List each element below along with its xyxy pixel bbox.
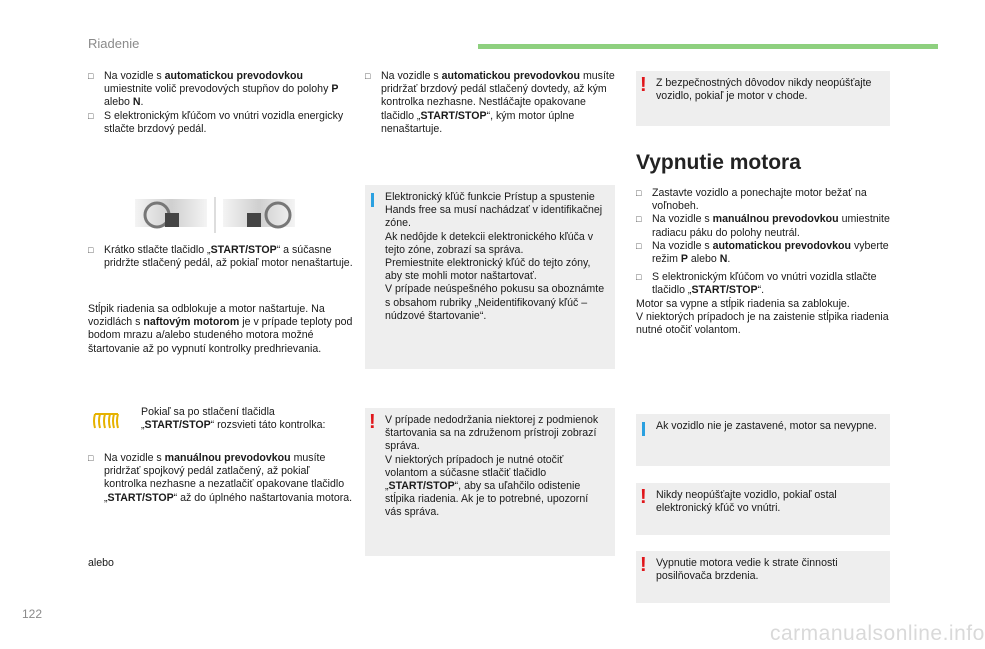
col1-manual-bullet [88, 452, 353, 505]
info-box-not-stopped [636, 414, 890, 466]
glow-plug-warning-icon [92, 411, 122, 431]
warning-text: Nikdy neopúšťajte vozidlo, pokiaľ ostal elektronický kľúč vo vnútri. [656, 489, 837, 515]
list-item: □ Na vozidle s automatickou prevodovkou vyberte režim P alebo N. [636, 239, 889, 266]
col2-auto-bullet [365, 70, 615, 136]
info-bar-icon [642, 422, 645, 436]
list-item: □ Krátko stlačte tlačidlo „START/STOP“ a súčasne pridržte stlačený pedál, až pokiaľ motor nenaštartuje. [88, 244, 353, 270]
col3-bullets [636, 187, 894, 337]
col1-press-bullet [88, 244, 353, 270]
watermark: carmanualsonline.info [770, 622, 985, 645]
col1-paragraph: Stĺpik riadenia sa odblokuje a motor naštartuje. Na vozidlách s naftovým motorom je v prípade teploty pod bodom mrazu a/alebo studeného motora možné štartovanie až po vypnutí kontrolky predhrievania. [88, 303, 353, 355]
warning-box-leave-vehicle [636, 71, 890, 126]
info-text: Elektronický kľúč funkcie Prístup a spustenie Hands free sa musí nachádzať v identifikačnej zóne. Ak nedôjde k detekcii elektronického kľúča v tejto zóne, zobrazí sa správa. Premiestnite elektronický kľúč do tejto zóny, aby ste mohli motor naštartovať. V prípade neúspešného pokusu sa oboznámte s obsahom rubriky „Neidentifikovaný kľúč – núdzové štartovanie“. [385, 191, 605, 322]
warning-exclamation-icon: ! [369, 411, 376, 433]
square-bullet-icon: □ [365, 71, 371, 81]
square-bullet-icon: □ [88, 71, 94, 81]
warning-text: Z bezpečnostných dôvodov nikdy neopúšťajte vozidlo, pokiaľ je motor v chode. [656, 77, 872, 103]
list-item: □ S elektronickým kľúčom vo vnútri vozidla energicky stlačte brzdový pedál. [88, 109, 344, 135]
square-bullet-icon: □ [88, 245, 94, 255]
warning-box-brake-assist [636, 551, 890, 603]
square-bullet-icon: □ [636, 188, 642, 198]
warning-box-start-conditions [365, 408, 615, 556]
warning-exclamation-icon: ! [640, 554, 647, 576]
page-number: 122 [22, 607, 43, 621]
list-item: □ Na vozidle s automatickou prevodovkou umiestnite volič prevodových stupňov do polohy P alebo N. [88, 70, 339, 109]
info-box-hands-free [365, 185, 615, 369]
section-color-bar [478, 44, 938, 49]
glow-plug-text: Pokiaľ sa po stlačení tlačidla „START/STOP“ rozsvieti táto kontrolka: [141, 406, 326, 432]
list-item: □ Na vozidle s automatickou prevodovkou musíte pridržať brzdový pedál stlačený dovtedy, až kým kontrolka nezhasne. Nestláčajte opakovane tlačidlo „START/STOP“, kým motor úplne nenaštartuje. [365, 70, 615, 135]
square-bullet-icon: □ [636, 272, 642, 283]
warning-text: Vypnutie motora vedie k strate činnosti posilňovača brzdenia. [656, 557, 838, 583]
warning-exclamation-icon: ! [640, 74, 647, 96]
square-bullet-icon: □ [88, 110, 94, 121]
list-item: □ Na vozidle s manuálnou prevodovkou umiestnite radiacu páku do polohy neutrál. [636, 213, 890, 239]
warning-text: V prípade nedodržania niektorej z podmienok štartovania sa na združenom prístroji zobrazí správa. V niektorých prípadoch je nutné otočiť volantom a súčasne stlačiť tlačidlo „START/STOP“, aby sa uľahčilo odistenie stĺpika riadenia. Ak je to potrebné, upozorní vás správa. [385, 414, 599, 519]
section-heading: Vypnutie motora [636, 151, 801, 174]
square-bullet-icon: □ [636, 240, 642, 251]
warning-box-key-inside [636, 483, 890, 535]
list-item: □ Zastavte vozidlo a ponechajte motor bežať na voľnobeh. [636, 187, 867, 213]
square-bullet-icon: □ [88, 453, 94, 463]
list-item: □ S elektronickým kľúčom vo vnútri vozidla stlačte tlačidlo „START/STOP“. [636, 271, 877, 297]
steering-wheel-illustration [135, 195, 300, 235]
warning-exclamation-icon: ! [640, 486, 647, 508]
list-item: □ Na vozidle s manuálnou prevodovkou musíte pridržať spojkový pedál zatlačený, až pokiaľ kontrolka nezhasne a nezatlačiť opakovane tlačidlo „START/STOP“ až do úplného naštartovania motora. [88, 452, 353, 504]
info-text: Ak vozidlo nie je zastavené, motor sa nevypne. [656, 420, 877, 432]
alebo-text: alebo [88, 557, 114, 569]
info-bar-icon [371, 193, 374, 207]
square-bullet-icon: □ [636, 214, 642, 225]
section-title: Riadenie [88, 36, 140, 51]
col1-top-bullets [88, 70, 353, 136]
col3-paragraph: Motor sa vypne a stĺpik riadenia sa zablokuje. V niektorých prípadoch je na zaistenie stĺpika riadenia nutné otočiť volantom. [636, 297, 889, 337]
